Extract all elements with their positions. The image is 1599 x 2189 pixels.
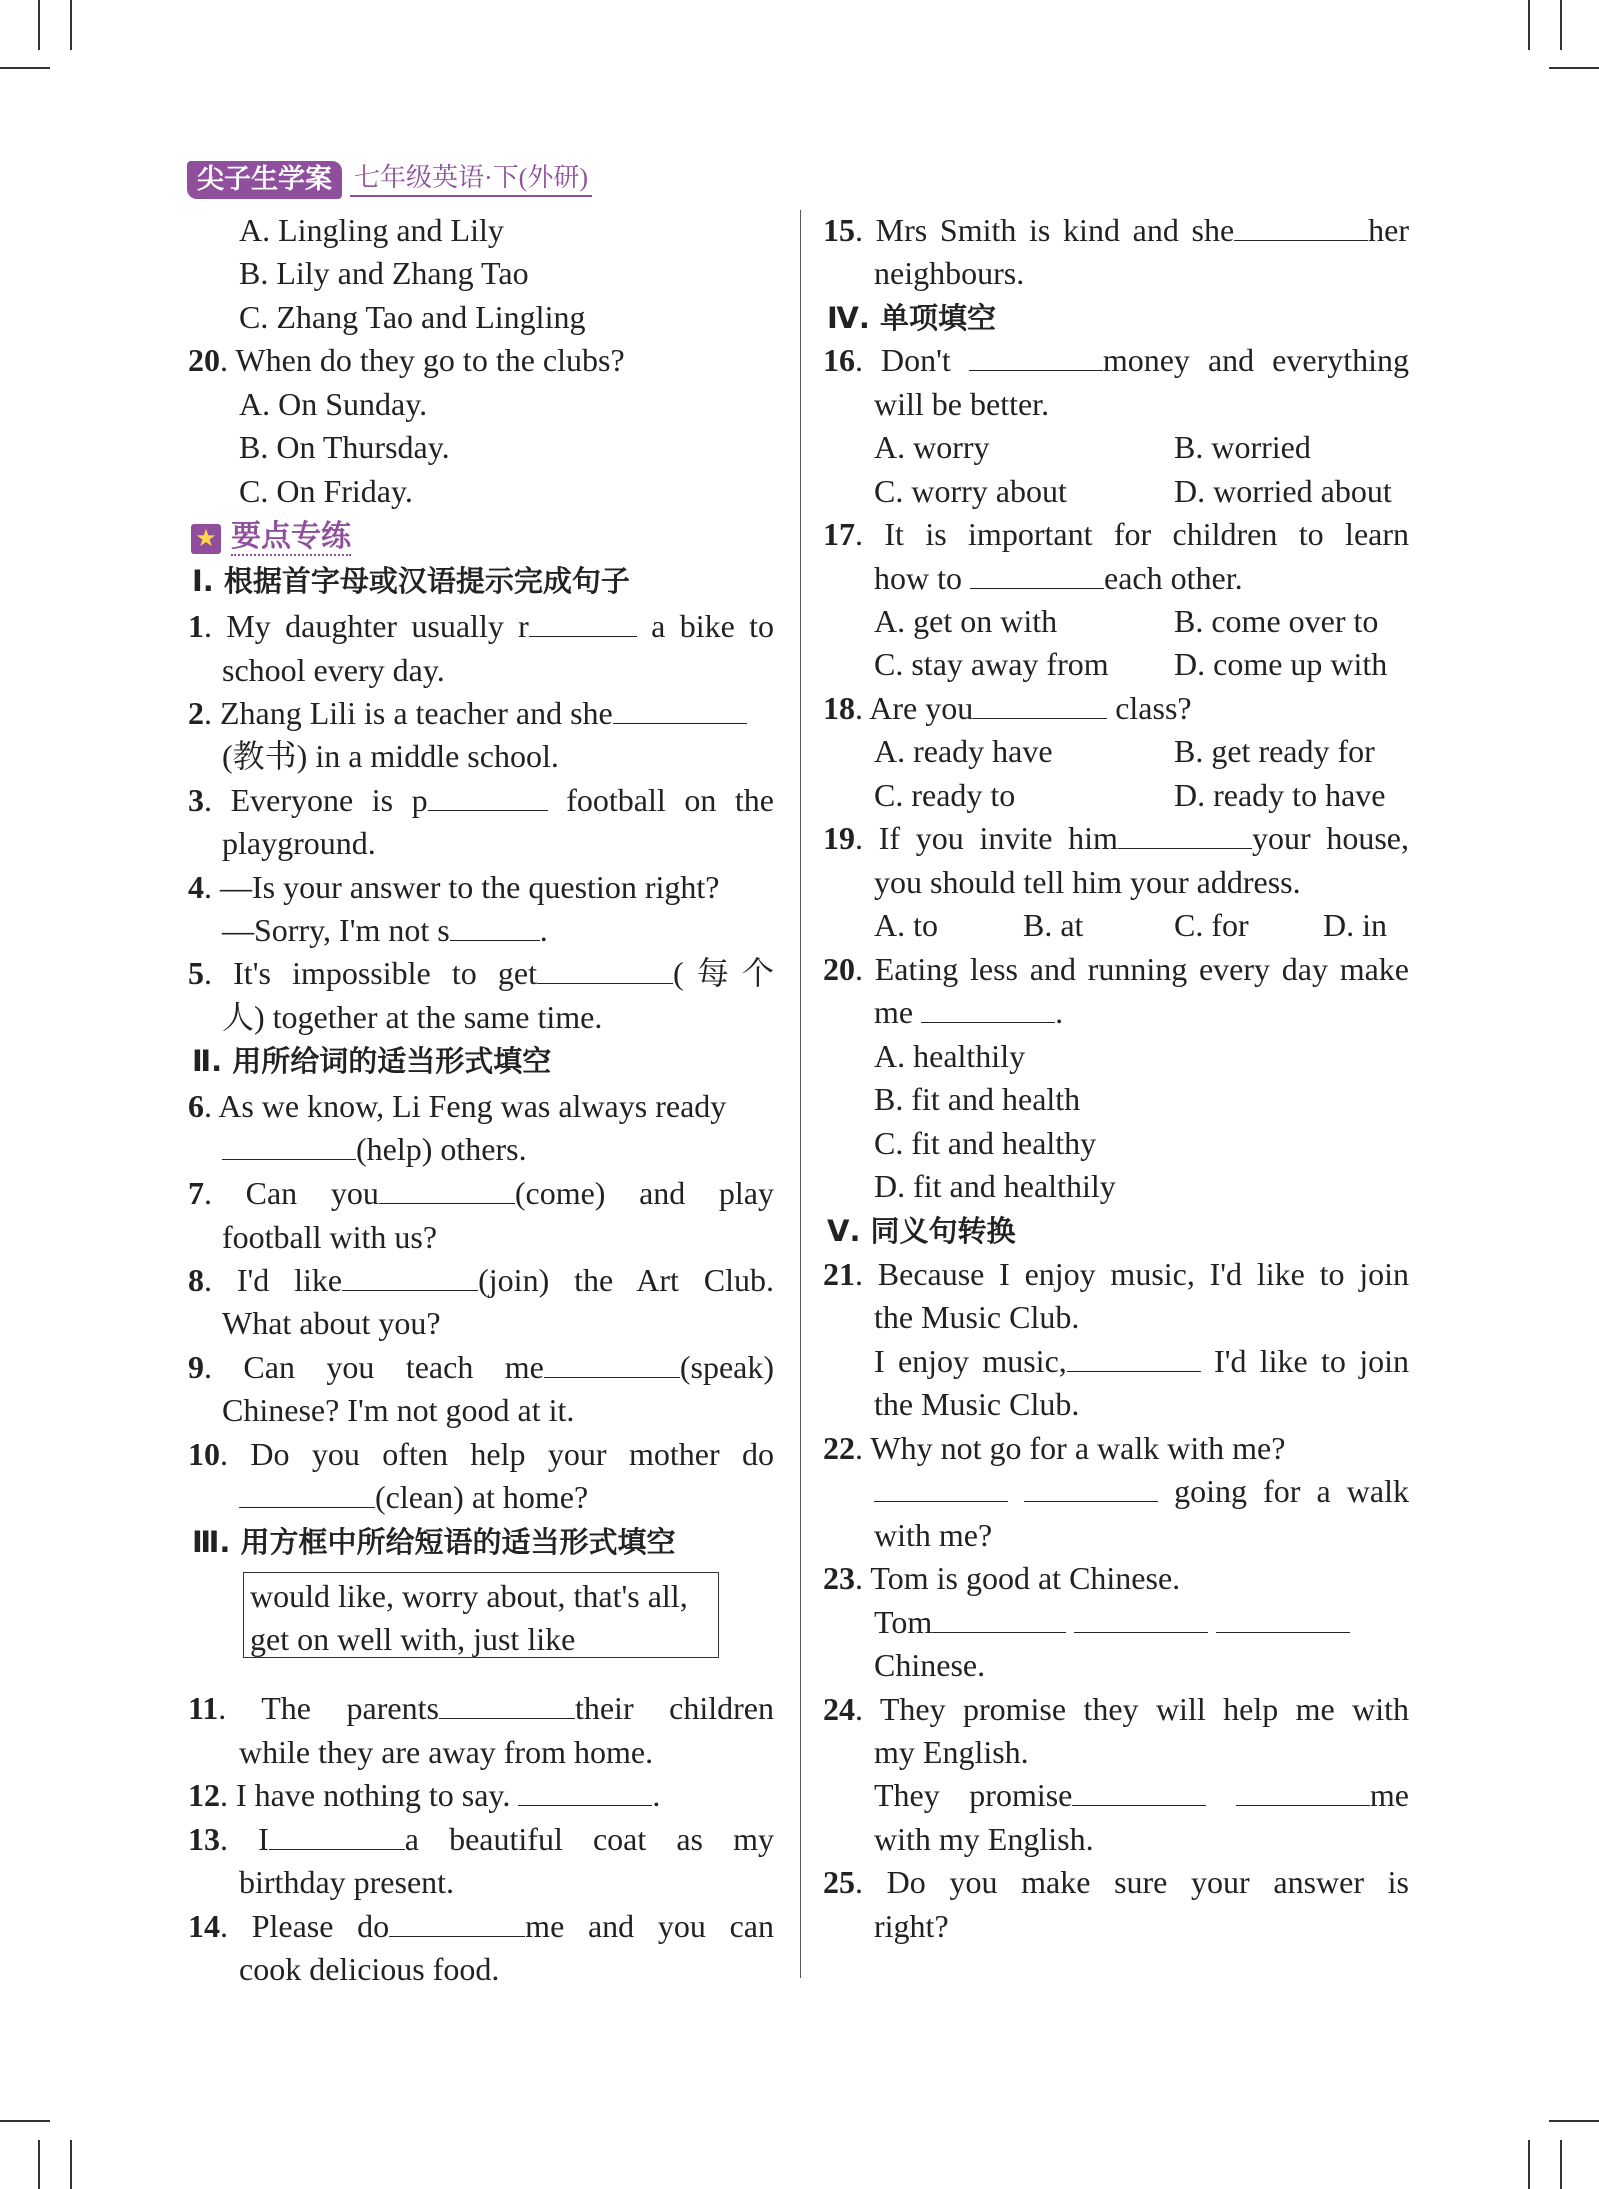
question-16: 16. Don't money and everything	[823, 342, 1410, 378]
answer-blank[interactable]	[450, 912, 540, 941]
crop-mark	[0, 2120, 50, 2122]
question-10: 10. Do you often help your mother do	[188, 1436, 774, 1472]
question-17-cont: how to each other.	[874, 560, 1243, 596]
question-4-cont: —Sorry, I'm not s .	[222, 912, 548, 948]
q19-option[interactable]: D. in	[1323, 907, 1387, 943]
question-23-rewrite: Tom	[874, 1602, 1350, 1642]
question-19: 19. If you invite him your house,	[823, 820, 1410, 856]
question-19-cont: you should tell him your address.	[874, 864, 1301, 900]
question-21-cont: the Music Club.	[874, 1299, 1080, 1335]
q19-option[interactable]: B. at	[1023, 907, 1084, 943]
answer-blank[interactable]	[537, 955, 673, 984]
phrase-box-line: would like, worry about, that's all,	[250, 1578, 688, 1614]
q17-option[interactable]: C. stay away from	[874, 646, 1109, 682]
question-13: 13. I a beautiful coat as my	[188, 1821, 775, 1857]
answer-blank[interactable]	[544, 1349, 680, 1378]
crop-mark	[1549, 67, 1599, 69]
q18-option[interactable]: D. ready to have	[1174, 777, 1386, 813]
question-14: 14. Please do me and you can	[188, 1908, 775, 1944]
answer-blank[interactable]	[970, 560, 1104, 589]
keypoints-heading: ★ 要点专练	[191, 515, 351, 557]
question-18: 18. Are you class?	[823, 690, 1192, 726]
answer-blank[interactable]	[874, 1473, 1008, 1502]
q20-option[interactable]: B. fit and health	[874, 1081, 1081, 1117]
brand-label: 尖子生学案	[187, 161, 342, 199]
answer-blank[interactable]	[379, 1175, 515, 1204]
question-10-cont: (clean) at home?	[239, 1477, 588, 1517]
question-24-rewrite-cont: with my English.	[874, 1821, 1094, 1857]
q18-option[interactable]: B. get ready for	[1174, 733, 1375, 769]
section-4-title: Ⅳ. 单项填空	[827, 301, 996, 335]
q19-option: B. Lily and Zhang Tao	[239, 255, 529, 291]
subject-label: 七年级英语·下(外研)	[350, 163, 592, 197]
question-11-cont: while they are away from home.	[239, 1734, 654, 1770]
answer-blank[interactable]	[973, 690, 1107, 719]
answer-blank[interactable]	[1074, 1604, 1208, 1633]
crop-mark	[70, 0, 72, 50]
question-8-cont: What about you?	[222, 1305, 441, 1341]
question-8: 8. I'd like (join) the Art Club.	[188, 1262, 775, 1298]
question-14-cont: cook delicious food.	[239, 1951, 500, 1987]
q20-option[interactable]: A. healthily	[874, 1038, 1026, 1074]
question-21-rewrite: I enjoy music, I'd like to join	[874, 1343, 1409, 1379]
q20-option[interactable]: D. fit and healthily	[874, 1168, 1116, 1204]
question-23-rewrite-cont: Chinese.	[874, 1647, 986, 1683]
star-icon: ★	[191, 524, 221, 554]
question-2: 2. Zhang Lili is a teacher and she	[188, 693, 747, 733]
answer-blank[interactable]	[613, 695, 747, 724]
q19-option[interactable]: A. to	[874, 907, 938, 943]
question-21: 21. Because I enjoy music, I'd like to join	[823, 1256, 1409, 1292]
answer-blank[interactable]	[1067, 1343, 1201, 1372]
q17-option[interactable]: B. come over to	[1174, 603, 1379, 639]
answer-blank[interactable]	[1024, 1473, 1158, 1502]
question-24-cont: my English.	[874, 1734, 1029, 1770]
column-divider	[800, 210, 801, 1978]
question-5-cont: 人) together at the same time.	[222, 999, 603, 1035]
q17-option[interactable]: A. get on with	[874, 603, 1058, 639]
question-13-cont: birthday present.	[239, 1864, 455, 1900]
answer-blank[interactable]	[342, 1262, 478, 1291]
crop-mark	[1549, 2120, 1599, 2122]
q16-option[interactable]: C. worry about	[874, 473, 1067, 509]
question-7-cont: football with us?	[222, 1219, 438, 1255]
q20-option: A. On Sunday.	[239, 386, 428, 422]
question-22-rewrite: going for a walk	[874, 1471, 1409, 1511]
question-20-cont: me .	[874, 994, 1064, 1030]
q18-option[interactable]: C. ready to	[874, 777, 1016, 813]
page-header	[187, 160, 592, 200]
question-2-cont: (教书) in a middle school.	[222, 738, 559, 774]
question-25: 25. Do you make sure your answer is	[823, 1864, 1409, 1900]
answer-blank[interactable]	[518, 1777, 652, 1806]
question-4: 4. —Is your answer to the question right?	[188, 869, 720, 905]
crop-mark	[1528, 2140, 1530, 2189]
question-6: 6. As we know, Li Feng was always ready	[188, 1088, 727, 1124]
phrase-box-line: get on well with, just like	[250, 1621, 576, 1657]
section-2-title: Ⅱ. 用所给词的适当形式填空	[192, 1044, 552, 1078]
q18-option[interactable]: A. ready have	[874, 733, 1053, 769]
q20-option: C. On Friday.	[239, 473, 413, 509]
question-20: 20. When do they go to the clubs?	[188, 342, 625, 378]
question-12: 12. I have nothing to say. .	[188, 1777, 661, 1813]
crop-mark	[1560, 2140, 1562, 2189]
q20-option: B. On Thursday.	[239, 429, 450, 465]
question-24: 24. They promise they will help me with	[823, 1691, 1409, 1727]
question-24-rewrite: They promise me	[874, 1777, 1409, 1813]
answer-blank[interactable]	[1234, 212, 1368, 241]
question-15-cont: neighbours.	[874, 255, 1025, 291]
question-16-cont: will be better.	[874, 386, 1050, 422]
q19-option[interactable]: C. for	[1174, 907, 1249, 943]
answer-blank[interactable]	[1216, 1604, 1350, 1633]
section-1-title: Ⅰ. 根据首字母或汉语提示完成句子	[192, 564, 630, 598]
crop-mark	[38, 0, 40, 50]
question-5: 5. It's impossible to get (每个	[188, 955, 774, 991]
answer-blank[interactable]	[1118, 820, 1252, 849]
crop-mark	[1560, 0, 1562, 50]
answer-blank[interactable]	[529, 608, 637, 637]
question-23: 23. Tom is good at Chinese.	[823, 1560, 1181, 1596]
q16-option[interactable]: B. worried	[1174, 429, 1311, 465]
question-9-cont: Chinese? I'm not good at it.	[222, 1392, 575, 1428]
question-3-cont: playground.	[222, 825, 376, 861]
section-3-title: Ⅲ. 用方框中所给短语的适当形式填空	[192, 1525, 676, 1559]
question-22: 22. Why not go for a walk with me?	[823, 1430, 1286, 1466]
answer-blank[interactable]	[389, 1908, 525, 1937]
q20-option[interactable]: C. fit and healthy	[874, 1125, 1097, 1161]
answer-blank[interactable]	[1236, 1777, 1370, 1806]
question-1: 1. My daughter usually r a bike to	[188, 608, 775, 644]
question-25-cont: right?	[874, 1908, 949, 1944]
crop-mark	[70, 2140, 72, 2189]
crop-mark	[38, 2140, 40, 2189]
question-9: 9. Can you teach me (speak)	[188, 1349, 774, 1385]
question-21-rewrite-cont: the Music Club.	[874, 1386, 1080, 1422]
q16-option[interactable]: A. worry	[874, 429, 990, 465]
crop-mark	[1528, 0, 1530, 50]
answer-blank[interactable]	[428, 782, 548, 811]
section-5-title: Ⅴ. 同义句转换	[827, 1214, 1016, 1248]
question-1-cont: school every day.	[222, 652, 445, 688]
answer-blank[interactable]	[239, 1479, 375, 1508]
q19-option: C. Zhang Tao and Lingling	[239, 299, 586, 335]
question-3: 3. Everyone is p football on the	[188, 782, 775, 818]
answer-blank[interactable]	[969, 342, 1103, 371]
question-22-rewrite-cont: with me?	[874, 1517, 993, 1553]
question-17: 17. It is important for children to learn	[823, 516, 1409, 552]
answer-blank[interactable]	[1072, 1777, 1206, 1806]
answer-blank[interactable]	[921, 994, 1055, 1023]
q17-option[interactable]: D. come up with	[1174, 646, 1388, 682]
q19-option: A. Lingling and Lily	[239, 212, 504, 248]
answer-blank[interactable]	[269, 1821, 405, 1850]
question-20: 20. Eating less and running every day make	[823, 951, 1409, 987]
question-11: 11. The parents their children	[188, 1690, 775, 1726]
answer-blank[interactable]	[932, 1604, 1066, 1633]
question-15: 15. Mrs Smith is kind and she her	[823, 212, 1409, 248]
crop-mark	[0, 67, 50, 69]
question-7: 7. Can you (come) and play	[188, 1175, 775, 1211]
question-6-cont: (help) others.	[222, 1129, 527, 1169]
answer-blank[interactable]	[439, 1690, 575, 1719]
answer-blank[interactable]	[222, 1131, 356, 1160]
q16-option[interactable]: D. worried about	[1174, 473, 1392, 509]
